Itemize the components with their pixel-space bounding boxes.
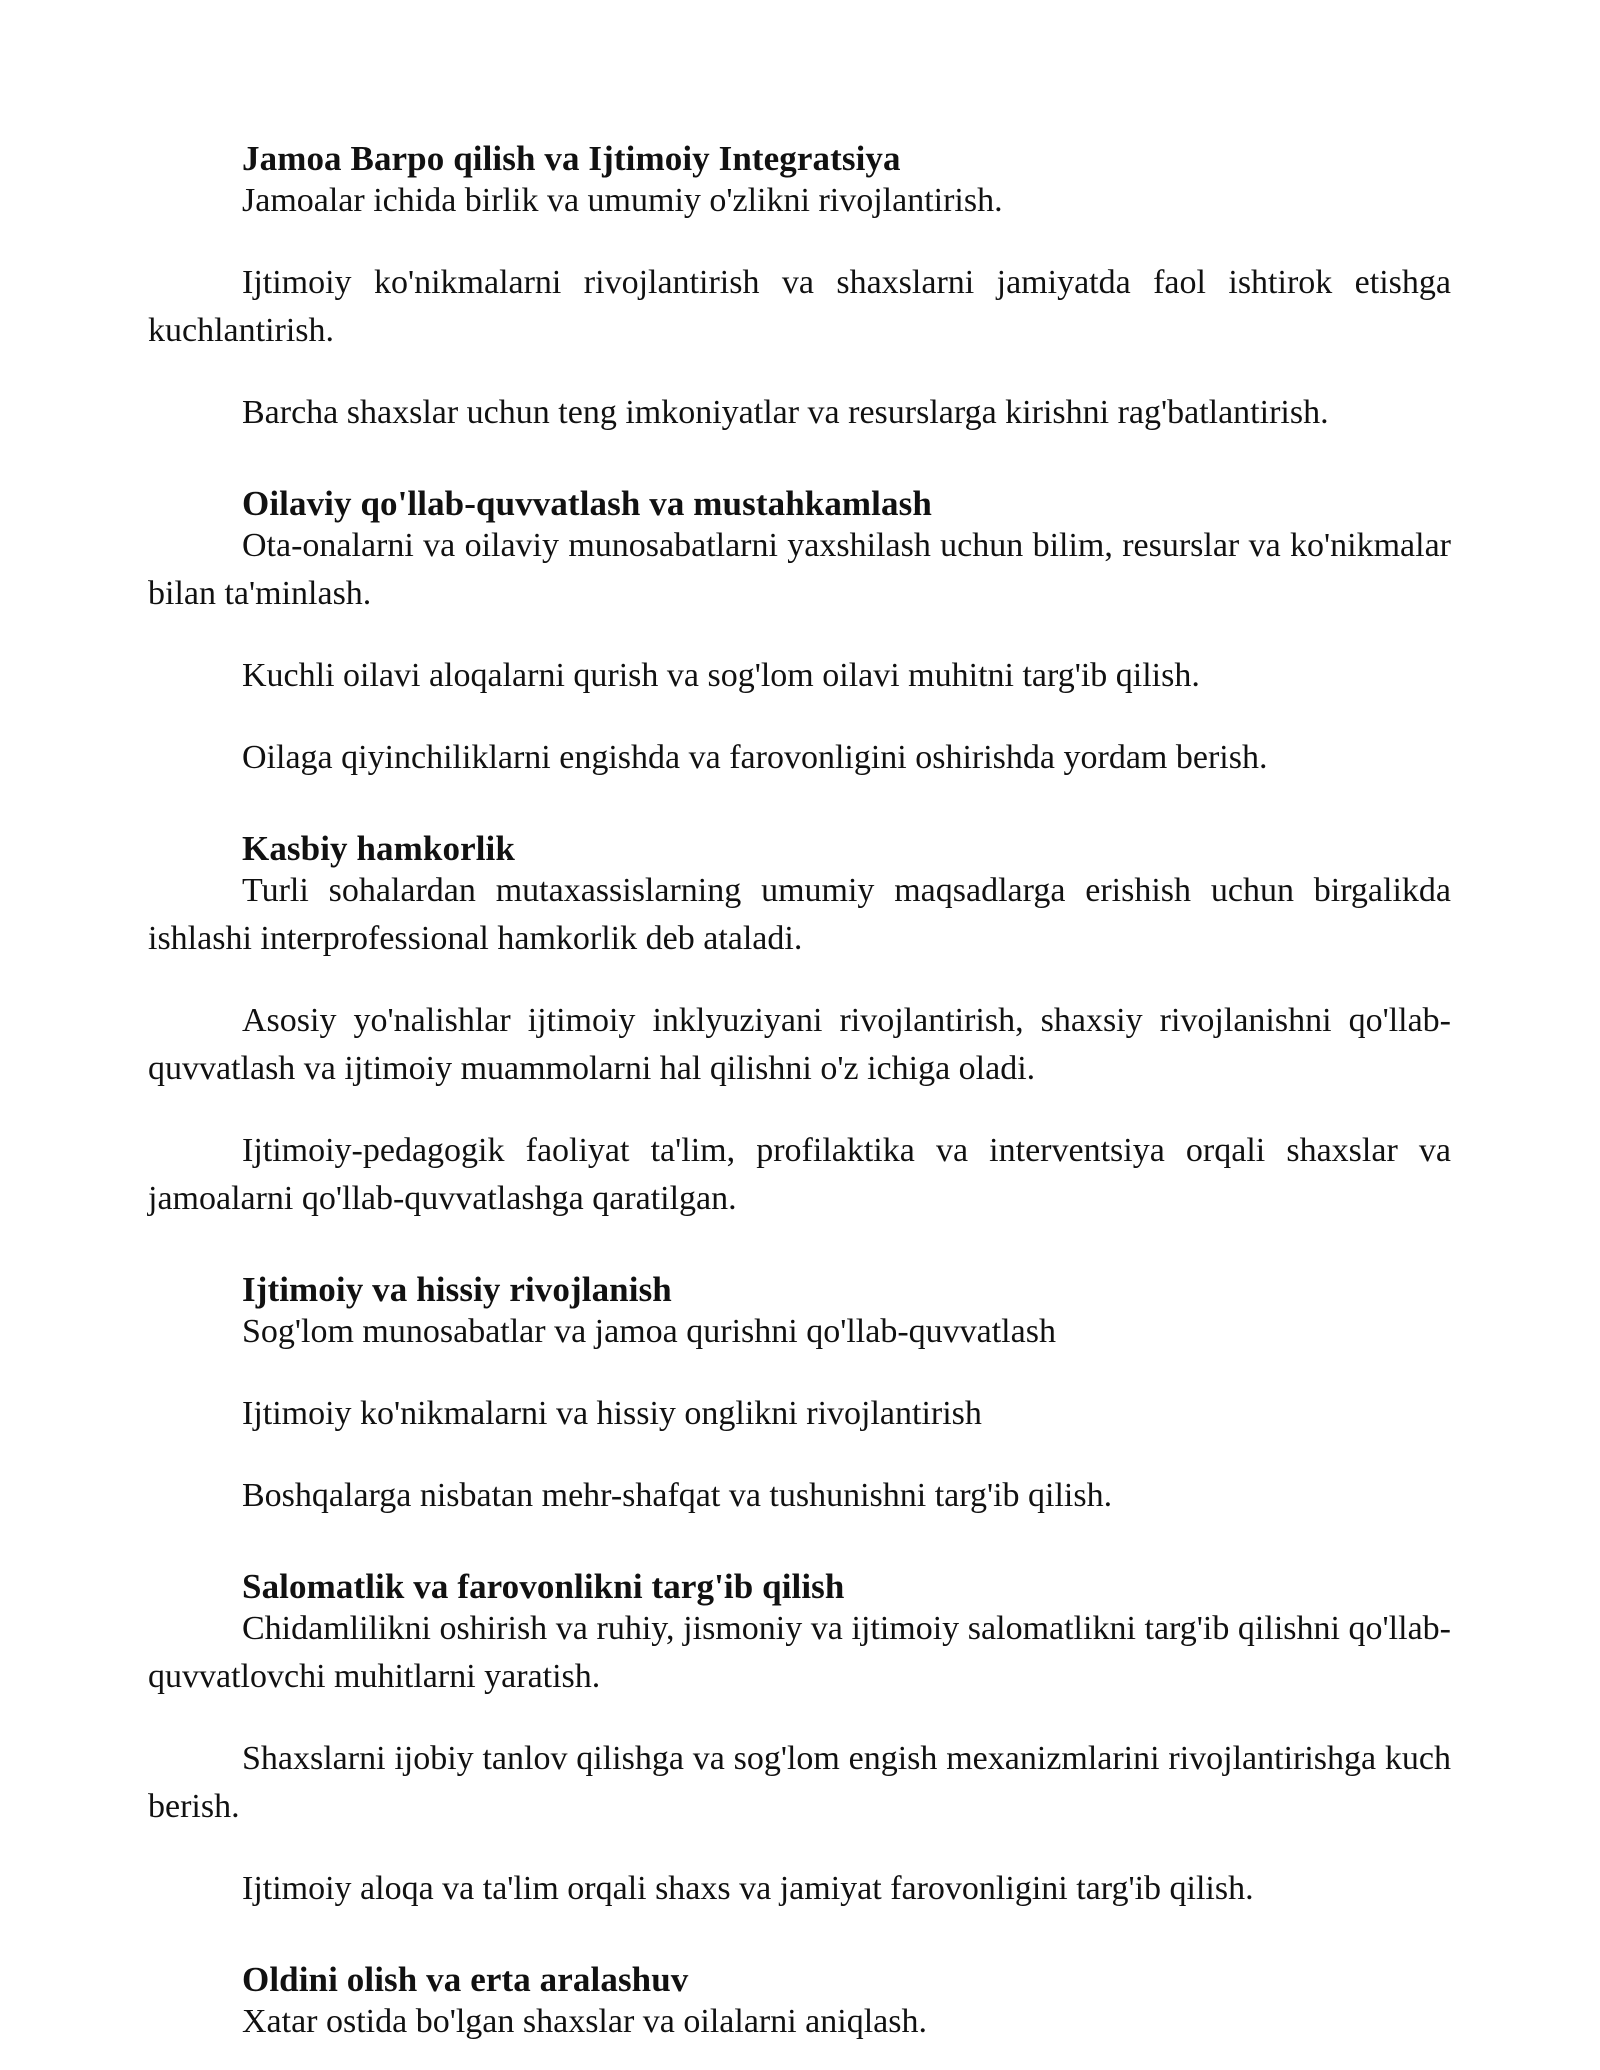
section-social-emotional-development <box>148 1267 1451 1520</box>
paragraph: Ijtimoiy ko'nikmalarni va hissiy onglikni rivojlantirish <box>242 1395 982 1432</box>
paragraph: Shaxslarni ijobiy tanlov qilishga va sog'lom engish mexanizmlarini rivojlantirishga kuch berish. <box>148 1740 1451 1825</box>
paragraph: Xatar ostida bo'lgan shaxslar va oilalarni aniqlash. <box>242 2003 927 2040</box>
section-family-support <box>148 481 1451 782</box>
paragraph: Turli sohalardan mutaxassislarning umumiy maqsadlarga erishish uchun birgalikda ishlashi interprofessional hamkorlik deb ataladi. <box>148 872 1451 957</box>
paragraph: Ijtimoiy-pedagogik faoliyat ta'lim, profilaktika va interventsiya orqali shaxslar va jamoalarni qo'llab-quvvatlashga qaratilgan. <box>148 1132 1451 1217</box>
section-heading: Salomatlik va farovonlikni targ'ib qilish <box>242 1567 845 1606</box>
section-professional-collaboration <box>148 826 1451 1223</box>
section-heading: Oldini olish va erta aralashuv <box>242 1960 689 1999</box>
section-heading: Kasbiy hamkorlik <box>242 829 515 868</box>
document-page <box>148 136 1451 2046</box>
paragraph: Oilaga qiyinchiliklarni engishda va farovonligini oshirishda yordam berish. <box>242 739 1268 776</box>
paragraph: Boshqalarga nisbatan mehr-shafqat va tushunishni targ'ib qilish. <box>242 1477 1113 1514</box>
paragraph: Jamoalar ichida birlik va umumiy o'zlikni rivojlantirish. <box>242 182 1003 219</box>
paragraph: Chidamlilikni oshirish va ruhiy, jismoniy va ijtimoiy salomatlikni targ'ib qilishni qo'llab-quvvatlovchi muhitlarni yaratish. <box>148 1610 1451 1695</box>
section-heading: Oilaviy qo'llab-quvvatlash va mustahkamlash <box>242 484 932 523</box>
section-community-building <box>148 136 1451 437</box>
paragraph: Kuchli oilavi aloqalarni qurish va sog'lom oilavi muhitni targ'ib qilish. <box>242 657 1200 694</box>
section-heading: Ijtimoiy va hissiy rivojlanish <box>242 1270 672 1309</box>
paragraph: Barcha shaxslar uchun teng imkoniyatlar va resurslarga kirishni rag'batlantirish. <box>242 394 1329 431</box>
paragraph: Sog'lom munosabatlar va jamoa qurishni qo'llab-quvvatlash <box>242 1313 1056 1350</box>
section-prevention-early-intervention <box>148 1957 1451 2046</box>
paragraph: Ota-onalarni va oilaviy munosabatlarni yaxshilash uchun bilim, resurslar va ko'nikmalar bilan ta'minlash. <box>148 527 1451 612</box>
paragraph: Ijtimoiy ko'nikmalarni rivojlantirish va shaxslarni jamiyatda faol ishtirok etishga kuchlantirish. <box>148 264 1451 349</box>
paragraph: Ijtimoiy aloqa va ta'lim orqali shaxs va jamiyat farovonligini targ'ib qilish. <box>242 1870 1254 1907</box>
section-health-wellbeing <box>148 1564 1451 1913</box>
paragraph: Asosiy yo'nalishlar ijtimoiy inklyuziyani rivojlantirish, shaxsiy rivojlanishni qo'llab-quvvatlash va ijtimoiy muammolarni hal qilishni o'z ichiga oladi. <box>148 1002 1451 1087</box>
section-heading: Jamoa Barpo qilish va Ijtimoiy Integratsiya <box>242 139 901 178</box>
